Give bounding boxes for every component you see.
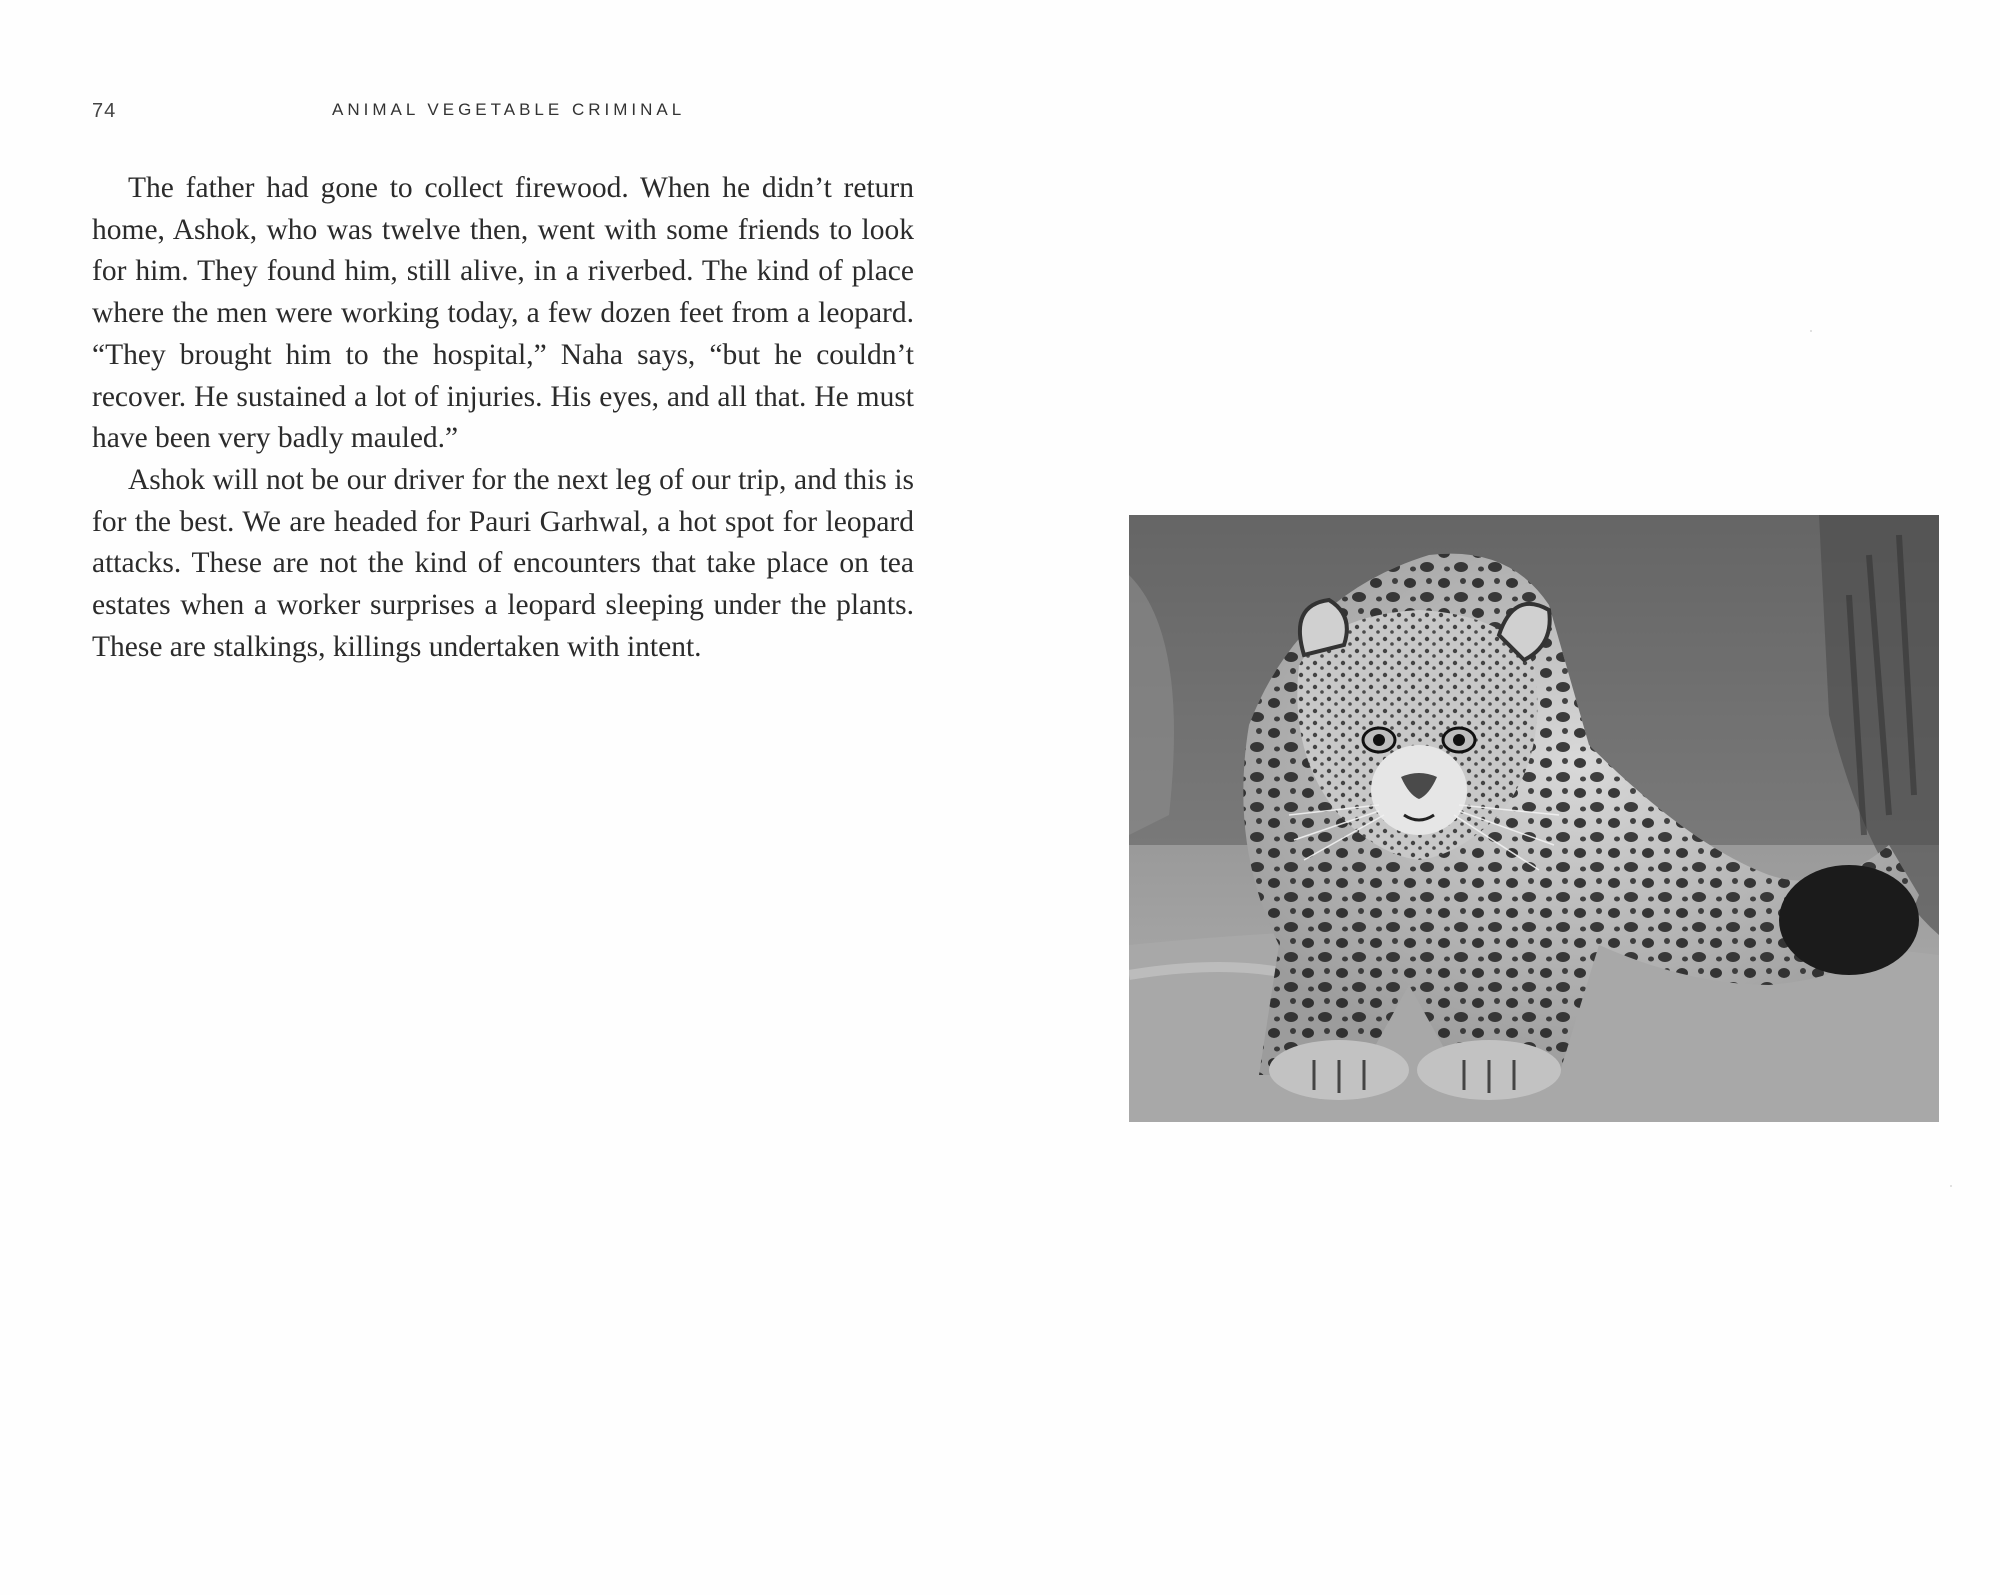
paper-speck (1810, 330, 1812, 332)
leopard-illustration (1129, 515, 1939, 1122)
right-page (1000, 0, 2000, 1595)
book-title: ANIMAL VEGETABLE CRIMINAL (332, 100, 686, 119)
paragraph-1: The father had gone to collect firewood. When he didn’t return home, Ashok, who was twelve then, went with some friends to look for him. They found him, still alive, in a riverbed. The kind of place where the men were working today, a few dozen feet from a leopard. “They brought him to the hospital,” Naha says, “but he couldn’t recover. He sustained a lot of injuries. His eyes, and all that. He must have been very badly mauled.” (92, 172, 914, 455)
leopard-photo (1129, 515, 1939, 1122)
paper-speck (1950, 1185, 1952, 1187)
body-text (92, 168, 914, 668)
page-number: 74 (92, 100, 117, 122)
paragraph-2: Ashok will not be our driver for the next leg of our trip, and this is for the best. We are headed for Pauri Garhwal, a hot spot for leopard attacks. These are not the kind of encounters that take place on tea estates when a worker surprises a leopard sleeping under the plants. These are stalkings, killings undertaken with intent. (92, 463, 914, 663)
running-head (92, 100, 912, 130)
